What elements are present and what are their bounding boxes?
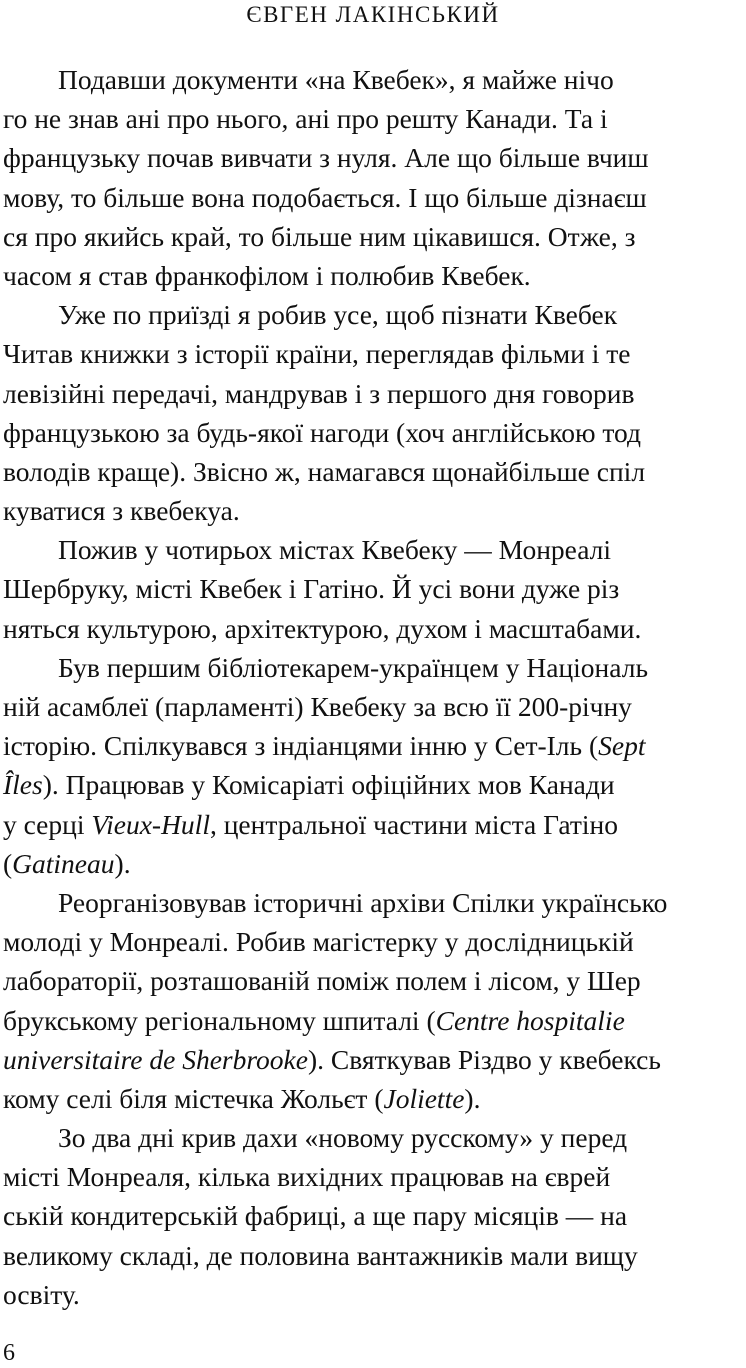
text-run: мову, то більше вона подобається. І що більше дізнаєш: [3, 181, 647, 213]
text-run: Подавши документи «на Квебек», я майже нічо: [58, 64, 614, 95]
text-line: [3, 452, 746, 491]
text-run: Читав книжки з історії країни, переглядав фільми і те: [3, 338, 631, 370]
italic-text: Îles: [3, 769, 43, 801]
text-line: [3, 295, 746, 334]
text-line: [3, 491, 746, 530]
italic-text: Sept: [598, 730, 646, 762]
text-line: [3, 1275, 746, 1314]
text-run: володів краще). Звісно ж, намагався щонайбільше спіл: [3, 455, 646, 487]
text-run: Реорганізовував історичні архіви Спілки українсько: [58, 886, 668, 918]
text-run: ).: [464, 1082, 481, 1114]
text-line: [3, 1001, 746, 1040]
text-run: Був першим бібліотекарем-українцем у Національ: [58, 651, 648, 683]
text-line: [3, 961, 746, 1000]
page-number: 6: [3, 1340, 15, 1366]
text-run: ній асамблеї (парламенті) Квебеку за всю її 200-річну: [3, 691, 632, 722]
text-line: [3, 1079, 746, 1118]
text-line: [3, 1118, 746, 1157]
text-run: французькою за будь-якої нагоди (хоч англійською тод: [3, 416, 642, 448]
text-run: ). Працював у Комісаріаті офіційних мов Канади: [42, 769, 615, 801]
text-run: освіту.: [3, 1278, 80, 1310]
text-run: Уже по приїзді я робив усе, щоб пізнати Квебек: [58, 299, 618, 331]
text-line: [3, 1040, 746, 1079]
text-line: [3, 1236, 746, 1275]
text-line: [3, 413, 746, 452]
text-run: ся про якийсь край, то більше ним цікавишся. Отже, з: [3, 220, 636, 252]
text-run: Шербруку, місті Квебек і Гатіно. Й усі вони дуже різ: [3, 573, 620, 605]
text-run: (: [3, 847, 13, 879]
text-line: [3, 60, 746, 99]
text-run: ській кондитерській фабриці, а ще пару місяців — на: [3, 1200, 628, 1232]
text-line: [3, 178, 746, 217]
text-line: [3, 99, 746, 138]
text-line: [3, 726, 746, 765]
text-line: [3, 922, 746, 961]
text-line: [3, 217, 746, 256]
text-run: ).: [114, 847, 131, 879]
text-run: , центральної частини міста Гатіно: [209, 808, 618, 840]
italic-text: universitaire de Sherbrooke: [3, 1043, 308, 1075]
text-run: брукському регіональному шпиталі (: [3, 1004, 436, 1036]
text-line: [3, 138, 746, 177]
text-run: левізійні передачі, мандрував і з першого дня говорив: [3, 377, 635, 409]
text-line: [3, 256, 746, 295]
text-run: історію. Спілкувався з індіанцями інню у Сет-Іль (: [3, 730, 599, 762]
italic-text: Centre hospitalie: [435, 1004, 625, 1036]
text-line: [3, 334, 746, 373]
text-line: [3, 844, 746, 883]
body-text: [3, 60, 746, 1314]
text-run: у серці: [3, 808, 92, 840]
italic-text: Vieux-Hull: [91, 808, 210, 840]
text-run: лабораторії, розташованій поміж полем і лісом, у Шер: [3, 965, 641, 997]
text-run: ). Святкував Різдво у квебексь: [307, 1043, 661, 1075]
text-run: Пожив у чотирьох містах Квебеку — Монреалі: [58, 534, 612, 566]
text-line: [3, 609, 746, 648]
text-line: [3, 374, 746, 413]
text-run: часом я став франкофілом і полюбив Квебек.: [3, 259, 531, 291]
running-header: ЄВГЕН ЛАКІНСЬКИЙ: [246, 2, 500, 27]
text-line: [3, 648, 746, 687]
text-run: го не знав ані про нього, ані про решту Канади. Та і: [3, 103, 608, 135]
text-line: [3, 765, 746, 804]
text-line: [3, 1157, 746, 1196]
text-line: [3, 569, 746, 608]
text-run: французьку почав вивчати з нуля. Але що більше вчиш: [3, 142, 649, 174]
text-line: [3, 687, 746, 726]
text-run: куватися з квебекуа.: [3, 495, 240, 527]
text-line: [3, 530, 746, 569]
text-run: молоді у Монреалі. Робив магістерку у дослідницькій: [3, 926, 634, 958]
italic-text: Gatineau: [12, 847, 115, 879]
text-run: великому складі, де половина вантажників мали вищу: [3, 1239, 638, 1271]
text-run: кому селі біля містечка Жольєт (: [3, 1082, 384, 1114]
text-run: Зо два дні крив дахи «новому русскому» у перед: [58, 1122, 628, 1154]
text-line: [3, 805, 746, 844]
text-run: місті Монреаля, кілька вихідних працював на єврей: [3, 1161, 611, 1193]
text-line: [3, 1196, 746, 1235]
text-run: няться культурою, архітектурою, духом і масштабами.: [3, 612, 642, 644]
italic-text: Joliette: [383, 1082, 465, 1114]
text-line: [3, 883, 746, 922]
